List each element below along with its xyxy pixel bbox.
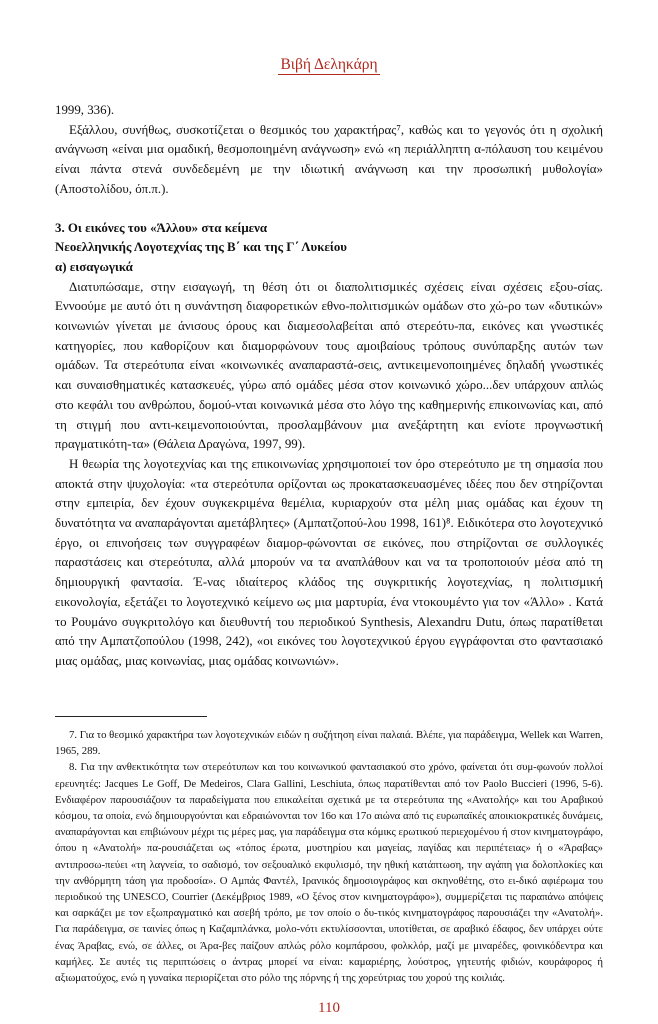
paragraph-intercultural-relations: Διατυπώσαμε, στην εισαγωγή, τη θέση ότι οι διαπολιτισμικές σχέσεις είναι σχέσεις εξου-σίας. Εννοούμε με αυτό ότι η συνάντηση διαφορετικών εθνο-πολιτισμικών ομάδων στο χώ-ρο των «δυτικών» κοινωνιών γίνεται με άνισους όρους και διαμεσολαβείται από στερεότυ-πα, εικόνες και γνωστικές κατηγορίες, που καθορίζουν και διαμορφώνουν τους αμοιβαίους τρόπους συνύπαρξης αυτών των ομάδων. Τα στερεότυπα είναι «κοινωνικές αναπαραστά-σεις, αντικειμενοποιημένες δηλαδή γνωστικές και συναισθηματικές κατασκευές, γύρω από ομάδες μέσα στον κοινωνικό χώρο...δεν υπάρχουν απλώς στο κεφάλι του ανθρώπου, δομού-νται κοινωνικά μέσα στο λόγο της καθημερινής επικοινωνίας και, από τη στιγμή που αντι-κειμενοποιούνται, προσλαμβάνουν μια ανεξάρτητη και ενίοτε προγνωστική πραγματικότη-τα» (Θάλεια Δραγώνα, 1997, 99).: [55, 279, 603, 452]
section-heading-line1: 3. Οι εικόνες του «Άλλου» στα κείμενα: [55, 220, 268, 235]
author-name: Βιβή Δεληκάρη: [280, 56, 378, 73]
paragraph-citation-end: 1999, 336).: [55, 103, 115, 117]
section-heading: [55, 219, 603, 278]
section-subheading: α) εισαγωγικά: [55, 259, 133, 274]
main-text: [55, 101, 603, 672]
paragraph-stereotype-theory: Η θεωρία της λογοτεχνίας και της επικοινωνίας χρησιμοποιεί τον όρο στερεότυπο με τη σημασία που αποκτά στην ψυχολογία: «τα στερεότυπα ορίζονται ως προκατασκευασμένες ιδέες που δεν στηρίζονται στην εμπειρία, δεν έχουν συγκεκριμένα θεμέλια, κυριαρχούν στα μέλη μιας ομάδας και έχουν τη δυνατότητα να αναπαράγονται αμετάβλητες» (Αμπατζοπού-λου 1998, 161)⁸. Ειδικότερα στο λογοτεχνικό έργο, οι επινοήσεις των συγγραφέων διαμορ-φώνονται σε εικόνες, που στηρίζονται σε συλλογικές παραστάσεις και στερεότυπα, αλλά μπορούν να τα αναπλάθουν και να τα τροποποιούν μέσα από τη δημιουργική φαντασία. Έ-νας ιδιαίτερος κλάδος της συγκριτικής λογοτεχνίας, η πολιτισμική εικονολογία, εξετάζει το λογοτεχνικό κείμενο ως μια μαρτυρία, ένα ντοκουμέντο για τον «Άλλο» . Κατά το Ρουμάνο συγκριτολόγο και διευθυντή του περιοδικού Synthesis, Alexandru Dutu, όπως παρατίθεται από την Αμπατζοπούλου (1998, 242), «οι εικόνες του λογοτεχνικού έργου εγγράφονται στο φαντασιακό μιας ομάδας, μιας κοινωνίας, μιας ομάδας κοινωνιών».: [55, 456, 603, 668]
page-number: 110: [318, 1000, 340, 1016]
footnotes: [55, 727, 603, 986]
footnote-8: 8. Για την ανθεκτικότητα των στερεότυπων και του κοινωνικού φαντασιακού στο χρόνο, φαίνεται ότι συμ-φωνούν πολλοί ερευνητές: Jacques Le Goff, De Medeiros, Clara Gallini, Leschiuta, όπως παρατίθενται από τον Paolo Buccieri (1996, 5-6). Ενδιαφέρον παρουσιάζουν τα παραδείγματα που επικαλείται σχετικά με τα στερεότυπα της «Ανατολής» και του Αραβικού κόσμου, τα οποία, ενώ δημιουργούνται και εδραιώνονται τον 16ο και 17ο αιώνα από τις ευρωπαϊκές αποικιοκρατικές δυνάμεις, αναπαράγονται και επιβιώνουν μέχρι τις μέρες μας, για παράδειγμα στα κόμικς ερωτικού περιεχομένου ή στον κινηματογράφο, όπου η «Ανατολή» πα-ρουσιάζεται ως «τόπος έρωτα, μυστηρίου και μαγείας, παγίδας και περιπέτειας» ή ο «Άραβας» αντιπροσω-πεύει «τη λαγνεία, το σαδισμό, τον σεξουαλικό εκφυλισμό, την ηθική κατάπτωση, την αγάπη για δολοπλοκίες και την ανθόρμητη τάση για προδοσία». Ο Αμπάς Φαντέλ, Ιρανικός δημοσιογράφος και σκηνοθέτης, στο ει-δικό αφιέρωμα του περιοδικού της UNESCO, Courrier (Δεκέμβριος 1989, «Ο ξένος στον κινηματογράφο»), συμμερίζεται τις παραπάνω απόψεις και σαρκάζει με τον εξωπραγματικό και ασεβή τρόπο, με τον οποίο ο δυ-τικός κινηματογράφος παρουσιάζει την «Ανατολή». Για παράδειγμα, σε ταινίες όπως η Καζαμπλάνκα, μολο-νότι εκτυλίσσονται, υποτίθεται, σε αραβικό έδαφος, δεν υπάρχει ούτε ένας Άραβας, ενώ, σε άλλες, οι Άρα-βες παίζουν απλώς ρόλο κομπάρσου, φολκλόρ, μαζί με μιναρέδες, φοινικόδεντρα και καμήλες. Σε αυτές τις περιπτώσεις ο άντρας μπορεί να είναι: καμαριέρης, λούστρος, γητευτής φιδιών, κουράφορος ή αξιωματούχος, ενώ η γυναίκα περιορίζεται στο ρόλο της πόρνης ή της χορεύτριας του χορού της κοιλιάς.: [55, 761, 603, 985]
section-heading-line2: Νεοελληνικής Λογοτεχνίας της Β΄ και της Γ΄ Λυκείου: [55, 240, 348, 255]
footnote-7: 7. Για το θεσμικό χαρακτήρα των λογοτεχνικών ειδών η συζήτηση είναι παλαιά. Βλέπε, για παράδειγμα, Wellek και Warren, 1965, 289.: [55, 729, 603, 758]
running-header: [0, 56, 658, 74]
paragraph-school-reading: Εξάλλου, συνήθως, συσκοτίζεται ο θεσμικός του χαρακτήρας⁷, καθώς και το γεγονός ότι η σχολική ανάγνωση «είναι μια ομαδική, θεσμοποιημένη ανάγνωση» ενώ «η περιάλληπτη α-πόλαυση του κειμένου είναι πάντα στενά συνδεδεμένη με την ιδιωτική ανάγνωση και την προσωπική μυθολογία» (Αποστολίδου, όπ.π.).: [55, 122, 603, 196]
footnote-divider: [55, 716, 207, 717]
